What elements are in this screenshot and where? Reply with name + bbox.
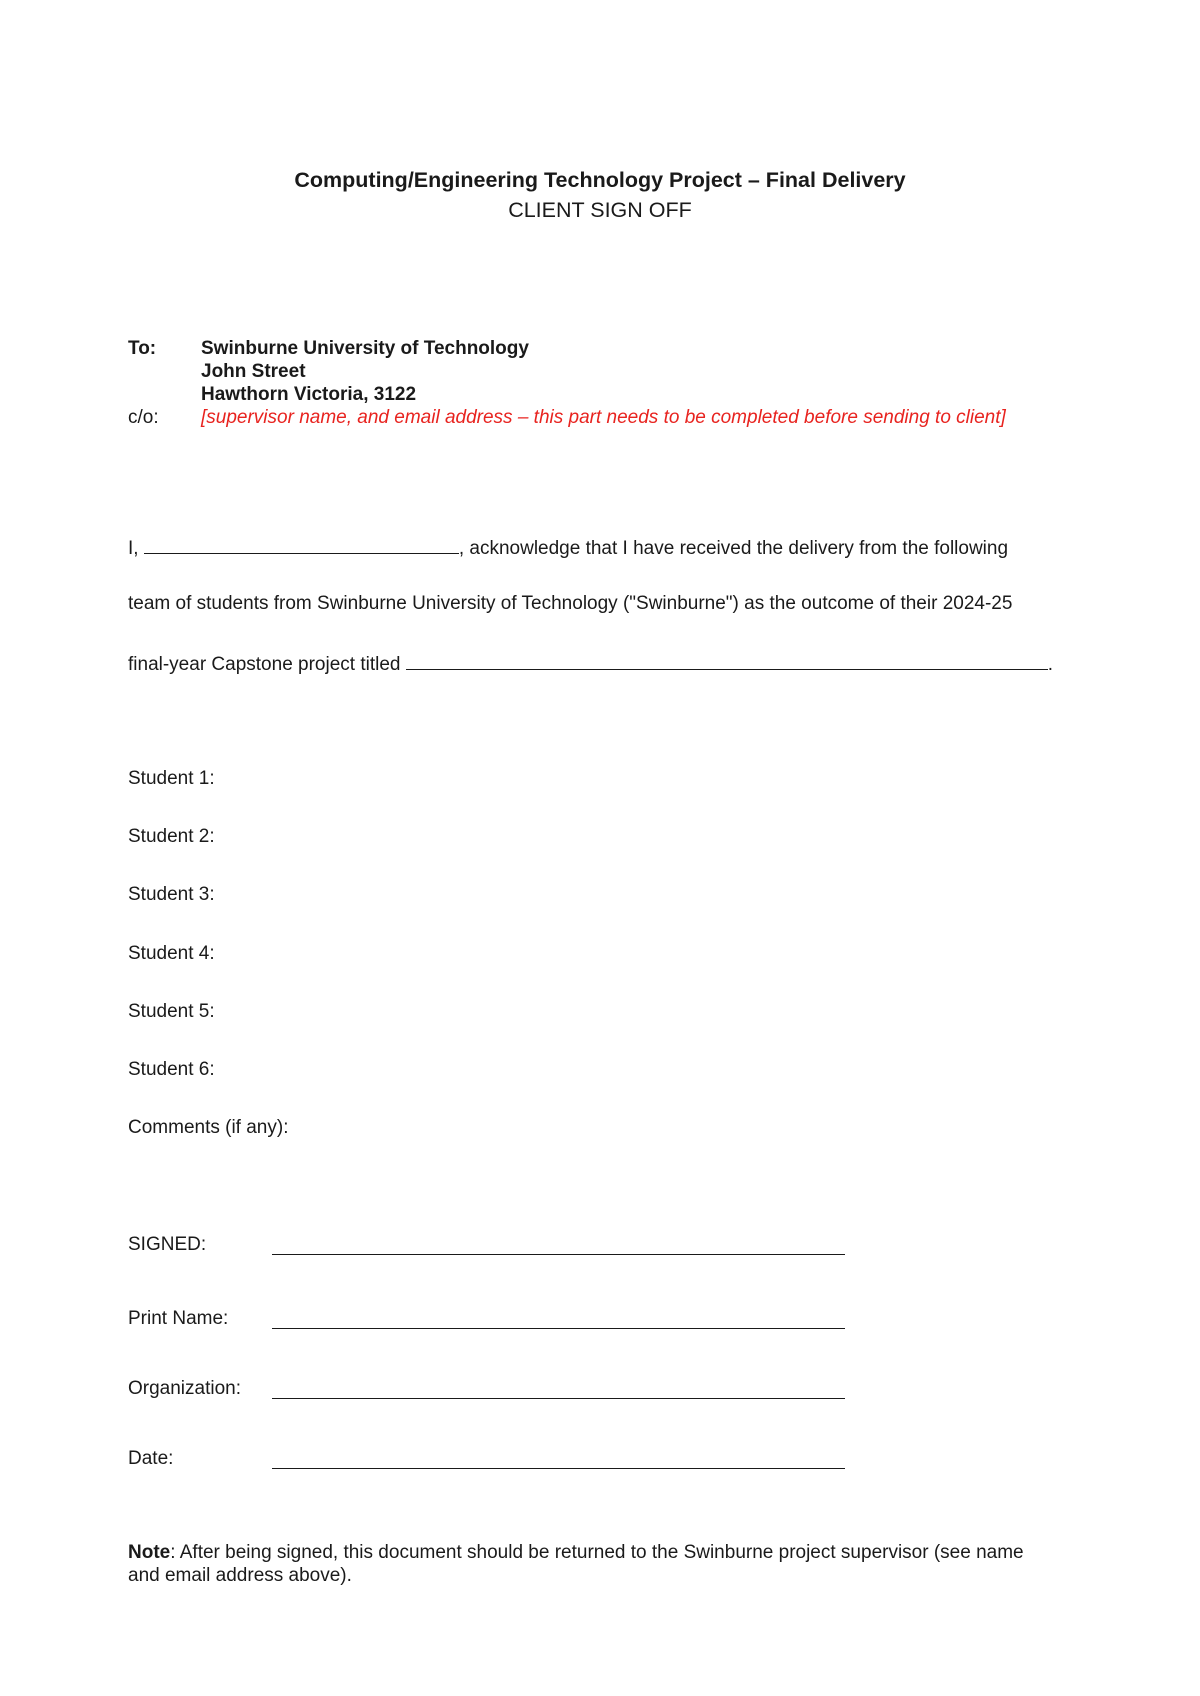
organization-line[interactable] [272,1398,845,1399]
signed-line[interactable] [272,1254,845,1255]
acknowledgement-line-1 [128,535,1008,560]
co-label: c/o: [128,407,159,428]
student-2-label: Student 2: [128,826,215,847]
ack-prefix: I, [128,538,139,559]
ack-suffix: , acknowledge that I have received the delivery from the following [458,538,1009,559]
date-line[interactable] [272,1468,845,1469]
student-4-label: Student 4: [128,943,215,964]
note-line-1 [128,1542,1024,1564]
student-5-label: Student 5: [128,1001,215,1022]
address-line-1: Swinburne University of Technology [201,338,529,359]
ack-line3-prefix: final-year Capstone project titled [128,654,401,675]
subtitle-text: CLIENT SIGN OFF [508,198,692,222]
print-name-label: Print Name: [128,1308,229,1329]
supervisor-placeholder: [supervisor name, and email address – this part needs to be completed before sending to client] [201,407,1006,428]
address-line-2: John Street [201,361,306,382]
organization-label: Organization: [128,1378,242,1399]
acknowledgement-line-2: team of students from Swinburne University of Technology ("Swinburne") as the outcome of their 2024-25 [128,593,1013,614]
ack-line3-suffix: . [1047,654,1054,675]
signed-label: SIGNED: [128,1234,207,1255]
acknowledgement-line-3 [128,651,1053,676]
student-1-label: Student 1: [128,768,215,789]
document-subtitle [0,198,1200,223]
document-title: Computing/Engineering Technology Project – Final Delivery [294,168,906,192]
note-line-2: and email address above). [128,1565,352,1586]
student-3-label: Student 3: [128,884,215,905]
address-line-3: Hawthorn Victoria, 3122 [201,384,417,405]
note-label: Note [128,1542,171,1563]
project-title-blank[interactable] [406,651,1048,670]
comments-label: Comments (if any): [128,1117,289,1138]
client-name-blank[interactable] [144,535,459,554]
print-name-line[interactable] [272,1328,845,1329]
to-label: To: [128,338,157,359]
student-6-label: Student 6: [128,1059,215,1080]
note-text-1: : After being signed, this document should be returned to the Swinburne project supervisor (see name [170,1542,1024,1563]
date-label: Date: [128,1448,174,1469]
